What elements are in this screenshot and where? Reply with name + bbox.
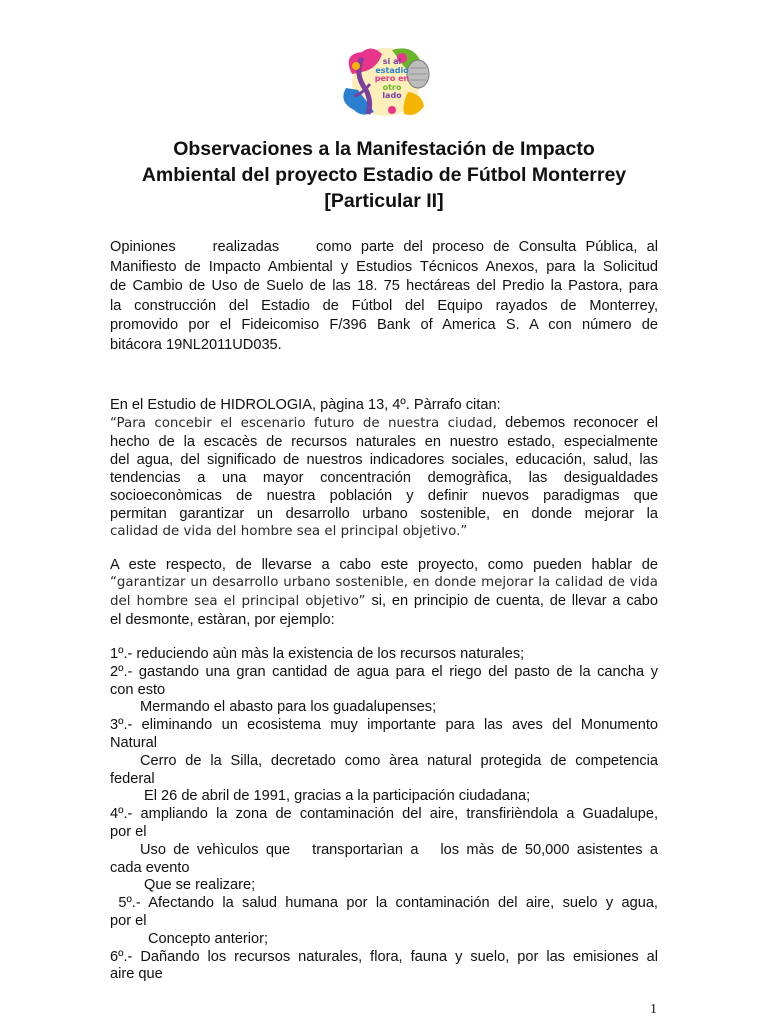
- list-item: cada evento: [110, 859, 190, 876]
- quote-text: del hombre sea el principal objetivo”: [110, 594, 372, 609]
- list-item: 3º.- eliminando un ecosistema muy importante para las aves del Monumento: [110, 717, 658, 734]
- quote-text: “Para concebir el escenario futuro de nuestra ciudad,: [110, 416, 506, 431]
- hidrologia-line: del agua, del significado de nuestros indicadores sociales, educación, salud, las: [110, 452, 658, 468]
- document-title: [100, 136, 668, 214]
- logo-text-line: si al: [382, 57, 402, 66]
- respecto-line: el desmonte, estàran, por ejemplo:: [110, 612, 335, 628]
- list-item: Concepto anterior;: [148, 930, 269, 947]
- list-item: federal: [110, 770, 155, 787]
- logo-text-line: otro: [382, 82, 402, 92]
- list-item: 1º.- reduciendo aùn màs la existencia de los recursos naturales;: [110, 646, 525, 662]
- list-item: 2º.- gastando una gran cantidad de agua para el riego del pasto de la cancha y: [110, 663, 658, 680]
- hidrologia-line: hecho de la escacès de recursos naturales en nuestro estado, especialmente: [110, 434, 658, 450]
- campaign-logo: [332, 44, 442, 120]
- list-item: 4º.- ampliando la zona de contaminación del aire, transfirièndola a Guadalupe,: [110, 806, 658, 823]
- hidrologia-paragraph: [110, 396, 658, 541]
- hidrologia-line: socioeconòmicas de nuestra población y definir nuevos paradigmas que: [110, 488, 658, 504]
- list-item: con esto: [110, 681, 166, 698]
- list-item: Mermando el abasto para los guadalupenses;: [140, 699, 437, 716]
- quote-text: “garantizar un desarrollo urbano sostenible, en donde mejorar la calidad de vida: [110, 575, 658, 590]
- intro-line: bitácora 19NL2011UD035.: [110, 336, 282, 353]
- respecto-paragraph: [110, 556, 658, 629]
- title-line: [Particular II]: [324, 190, 444, 212]
- list-item: Uso de vehìculos que transportarìan a los màs de 50,000 asistentes a: [140, 841, 658, 858]
- intro-line: Opiniones realizadas como parte del proceso de Consulta Pública, al: [110, 239, 658, 255]
- logo-text-line: estadio: [375, 65, 409, 75]
- body-text: debemos reconocer el: [505, 415, 658, 431]
- logo-text-line: pero en: [374, 74, 410, 83]
- list-item: Que se realizare;: [144, 877, 256, 894]
- intro-line: promovido por el Fideicomiso F/396 Bank of America S. A con número de: [110, 317, 658, 334]
- respecto-line: A este respecto, de llevarse a cabo este proyecto, como pueden hablar de: [110, 557, 658, 573]
- intro-line: la construcción del Estadio de Fútbol del Equipo rayados de Monterrey,: [110, 297, 658, 314]
- title-line: Observaciones a la Manifestación de Impacto: [173, 138, 595, 160]
- title-line: Ambiental del proyecto Estadio de Fútbol Monterrey: [141, 164, 627, 186]
- list-item: Cerro de la Silla, decretado como àrea natural protegida de competencia: [140, 752, 658, 769]
- list-item: 6º.- Dañando los recursos naturales, flora, fauna y suelo, por las emisiones al: [110, 948, 658, 965]
- respecto-line: [110, 592, 658, 611]
- body-text: si, en principio de cuenta, de llevar a cabo: [371, 593, 658, 609]
- list-item: 5º.- Afectando la salud humana por la contaminación del aire, suelo y agua,: [110, 895, 658, 912]
- list-item: El 26 de abril de 1991, gracias a la participación ciudadana;: [144, 788, 531, 805]
- intro-paragraph: [110, 238, 658, 356]
- intro-line: Manifiesto de Impacto Ambiental y Estudios Técnicos Anexos, para la Solicitud: [110, 258, 658, 275]
- hidrologia-line: permitan garantizar un desarrollo urbano sostenible, en donde mejorar la: [110, 506, 658, 522]
- intro-line: de Cambio de Uso de Suelo de las 18. 75 hectáreas del Predio la Pastora, para: [110, 278, 658, 295]
- list-item: por el: [110, 823, 147, 840]
- page-number: 1: [650, 1002, 657, 1017]
- hidrologia-line: tendencias a una mayor concentración demogràfica, las desigualdades: [110, 470, 658, 486]
- hidrologia-line: [110, 414, 658, 433]
- list-item: Natural: [110, 734, 158, 751]
- quote-text: calidad de vida del hombre sea el principal objetivo.”: [110, 524, 468, 539]
- list-item: aire que: [110, 966, 163, 983]
- impact-list: [110, 646, 658, 984]
- hidrologia-heading: En el Estudio de HIDROLOGIA, pàgina 13, 4º. Pàrrafo citan:: [110, 397, 501, 413]
- logo-text-line: lado: [382, 91, 402, 100]
- list-item: por el: [110, 912, 147, 929]
